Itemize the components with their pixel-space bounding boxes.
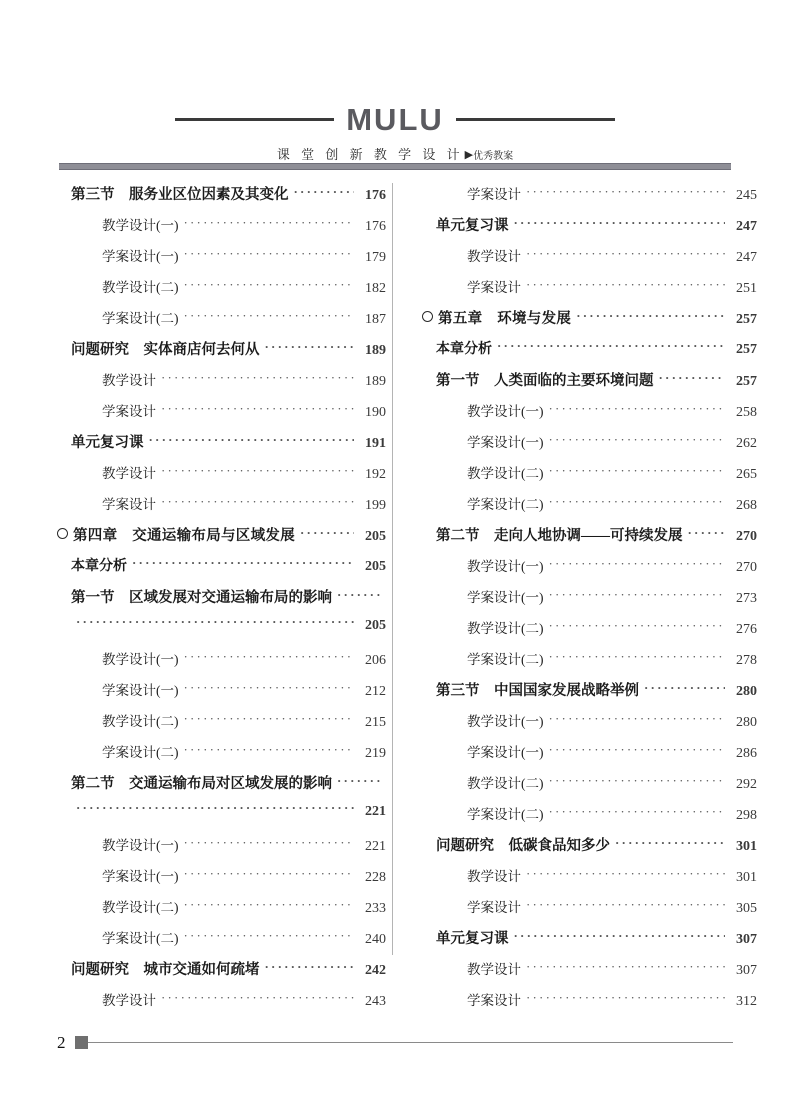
toc-entry-page-number: 301 (736, 870, 757, 885)
toc-entry[interactable] (422, 741, 757, 772)
toc-entry[interactable] (57, 803, 386, 834)
toc-entry-page-number: 257 (736, 342, 757, 357)
toc-entry-page-number: 292 (736, 777, 757, 792)
dot-leader (161, 990, 354, 1006)
dot-leader (576, 308, 725, 324)
toc-entry-label: 学案设计 (102, 404, 156, 419)
masthead (175, 104, 615, 135)
toc-entry[interactable] (57, 214, 386, 245)
toc-entry[interactable] (57, 679, 386, 710)
dot-leader (294, 184, 355, 200)
toc-entry-page-number: 270 (736, 529, 757, 544)
toc-entry-label: 单元复习课 (71, 435, 144, 451)
dot-leader (184, 308, 355, 324)
chapter-bullet-icon (422, 311, 433, 322)
toc-entry-page-number: 191 (365, 436, 386, 451)
toc-entry-page-number: 182 (365, 281, 386, 296)
toc-entry-page-number: 176 (365, 219, 386, 234)
toc-entry-label: 学案设计(一) (467, 590, 544, 605)
toc-entry-label: 教学设计(一) (102, 218, 179, 233)
dot-leader (161, 401, 354, 417)
toc-entry[interactable] (422, 617, 757, 648)
dot-leader (549, 711, 726, 727)
dot-leader (132, 555, 354, 571)
dot-leader (549, 773, 726, 789)
dot-leader (76, 800, 354, 816)
toc-entry-page-number: 228 (365, 870, 386, 885)
dot-leader (644, 680, 725, 696)
toc-entry-page-number: 212 (365, 684, 386, 699)
toc-entry[interactable] (422, 369, 757, 400)
toc-entry-label: 本章分析 (436, 342, 492, 357)
dot-leader (184, 835, 355, 851)
toc-entry[interactable] (57, 958, 386, 989)
header-divider-bar (59, 163, 731, 170)
toc-entry-page-number: 298 (736, 808, 757, 823)
dot-leader (300, 525, 354, 541)
toc-entry[interactable] (57, 896, 386, 927)
toc-entry-page-number: 273 (736, 591, 757, 606)
toc-entry-label: 教学设计 (102, 373, 156, 388)
toc-entry[interactable] (57, 431, 386, 462)
dot-leader (184, 215, 355, 231)
toc-entry-page-number: 280 (736, 684, 757, 699)
toc-entry-page-number: 189 (365, 343, 386, 358)
toc-entry[interactable] (57, 834, 386, 865)
dot-leader (549, 618, 726, 634)
toc-entry[interactable] (422, 865, 757, 896)
toc-entry-label: 教学设计(一) (102, 652, 179, 667)
toc-entry[interactable] (422, 183, 757, 214)
dot-leader (184, 246, 355, 262)
toc-entry-page-number: 262 (736, 436, 757, 451)
toc-entry[interactable] (57, 307, 386, 338)
toc-entry[interactable] (57, 338, 386, 369)
dot-leader (337, 773, 381, 789)
toc-entry-label: 第一节 人类面临的主要环境问题 (436, 373, 654, 389)
dot-leader (549, 649, 726, 665)
table-of-contents (0, 183, 790, 1009)
toc-entry[interactable] (57, 400, 386, 431)
toc-entry[interactable] (422, 555, 757, 586)
dot-leader (526, 897, 725, 913)
masthead-subtitle (0, 144, 790, 163)
toc-entry-page-number: 192 (365, 467, 386, 482)
toc-entry-page-number: 276 (736, 622, 757, 637)
toc-entry-page-number: 189 (365, 374, 386, 389)
toc-entry[interactable] (422, 927, 757, 958)
toc-entry-page-number: 307 (736, 963, 757, 978)
page-header (0, 104, 790, 163)
toc-entry-page-number: 257 (736, 312, 757, 327)
toc-entry-label: 教学设计(二) (102, 900, 179, 915)
toc-entry-page-number: 243 (365, 994, 386, 1009)
toc-entry-label: 学案设计 (102, 497, 156, 512)
toc-entry-page-number: 286 (736, 746, 757, 761)
toc-entry-label: 学案设计(二) (102, 745, 179, 760)
dot-leader (184, 649, 355, 665)
dot-leader (526, 246, 725, 262)
toc-entry-label: 学案设计(二) (467, 807, 544, 822)
toc-entry[interactable] (422, 245, 757, 276)
toc-entry-page-number: 179 (365, 250, 386, 265)
toc-entry-label: 本章分析 (71, 559, 127, 574)
toc-entry[interactable] (57, 648, 386, 679)
toc-entry-label: 问题研究 城市交通如何疏堵 (71, 962, 260, 978)
folio-page-number: 2 (57, 1033, 66, 1052)
toc-entry[interactable] (422, 772, 757, 803)
toc-column-right (422, 183, 757, 1009)
dot-leader (615, 835, 725, 851)
toc-entry[interactable] (422, 338, 757, 369)
toc-entry-page-number: 215 (365, 715, 386, 730)
dot-leader (514, 215, 726, 231)
toc-entry-label: 第四章 交通运输布局与区域发展 (73, 528, 295, 544)
toc-entry-label: 学案设计(二) (467, 497, 544, 512)
toc-entry[interactable] (57, 462, 386, 493)
toc-entry-page-number: 278 (736, 653, 757, 668)
toc-entry-page-number: 251 (736, 281, 757, 296)
toc-entry-page-number: 190 (365, 405, 386, 420)
toc-entry-label: 学案设计(一) (467, 435, 544, 450)
dot-leader (265, 959, 355, 975)
toc-entry-page-number: 247 (736, 250, 757, 265)
toc-entry[interactable] (422, 493, 757, 524)
dot-leader (497, 338, 725, 354)
dot-leader (184, 866, 355, 882)
toc-entry-page-number: 265 (736, 467, 757, 482)
page-footer (57, 1034, 733, 1051)
toc-entry-label: 第三节 服务业区位因素及其变化 (71, 187, 289, 203)
page-title: MULU (346, 102, 444, 137)
toc-entry-page-number: 233 (365, 901, 386, 916)
masthead-rule-left (175, 118, 334, 121)
toc-entry-label: 教学设计(二) (467, 466, 544, 481)
toc-entry-label: 教学设计(一) (102, 838, 179, 853)
toc-entry[interactable] (57, 710, 386, 741)
toc-entry[interactable] (57, 524, 386, 555)
toc-entry[interactable] (422, 276, 757, 307)
dot-leader (549, 804, 726, 820)
toc-entry-label: 教学设计 (102, 466, 156, 481)
dot-leader (549, 401, 726, 417)
toc-entry-label: 教学设计(二) (102, 714, 179, 729)
dot-leader (549, 742, 726, 758)
toc-entry[interactable] (422, 431, 757, 462)
toc-entry[interactable] (57, 927, 386, 958)
toc-entry-page-number: 270 (736, 560, 757, 575)
toc-entry-label: 教学设计(二) (467, 621, 544, 636)
toc-entry-page-number: 247 (736, 219, 757, 234)
toc-entry[interactable] (422, 586, 757, 617)
toc-entry[interactable] (422, 834, 757, 865)
dot-leader (161, 370, 354, 386)
toc-entry-label: 第二节 走向人地协调——可持续发展 (436, 528, 683, 544)
toc-entry-page-number: 176 (365, 188, 386, 203)
toc-entry-label: 学案设计(一) (467, 745, 544, 760)
toc-entry[interactable] (422, 462, 757, 493)
toc-entry[interactable] (422, 648, 757, 679)
toc-entry-page-number: 257 (736, 374, 757, 389)
toc-entry[interactable] (57, 741, 386, 772)
footer-square-marker (75, 1036, 88, 1049)
toc-entry-label: 教学设计(一) (467, 714, 544, 729)
triangle-icon: ▶ (464, 149, 474, 161)
toc-entry-label: 问题研究 实体商店何去何从 (71, 342, 260, 358)
toc-entry-page-number: 221 (365, 804, 386, 819)
footer-rule (88, 1042, 734, 1044)
subtitle-sub-text: 优秀教案 (473, 151, 514, 162)
toc-entry[interactable] (422, 307, 757, 338)
dot-leader (149, 432, 355, 448)
dot-leader (76, 614, 354, 630)
dot-leader (688, 525, 726, 541)
toc-entry-label: 单元复习课 (436, 218, 509, 234)
toc-entry-page-number: 205 (365, 618, 386, 633)
dot-leader (549, 494, 726, 510)
toc-entry-page-number: 305 (736, 901, 757, 916)
toc-entry-label: 学案设计(一) (102, 249, 179, 264)
toc-entry-label: 第五章 环境与发展 (438, 311, 572, 327)
toc-entry-label: 学案设计(二) (467, 652, 544, 667)
toc-entry-label: 学案设计 (467, 187, 521, 202)
toc-entry-page-number: 199 (365, 498, 386, 513)
toc-entry-label: 学案设计 (467, 280, 521, 295)
toc-entry-page-number: 307 (736, 932, 757, 947)
toc-entry-label: 教学设计 (102, 993, 156, 1008)
toc-entry[interactable] (422, 679, 757, 710)
dot-leader (265, 339, 355, 355)
toc-entry-page-number: 221 (365, 839, 386, 854)
toc-entry[interactable] (57, 183, 386, 214)
toc-entry-page-number: 242 (365, 963, 386, 978)
toc-entry-label: 学案设计 (467, 993, 521, 1008)
toc-entry-page-number: 280 (736, 715, 757, 730)
toc-entry-page-number: 206 (365, 653, 386, 668)
toc-entry[interactable] (422, 896, 757, 927)
toc-entry-label: 学案设计(一) (102, 683, 179, 698)
toc-entry-page-number: 219 (365, 746, 386, 761)
toc-entry[interactable] (422, 803, 757, 834)
chapter-bullet-icon (57, 528, 68, 539)
dot-leader (526, 959, 725, 975)
toc-entry[interactable] (422, 524, 757, 555)
toc-entry-page-number: 312 (736, 994, 757, 1009)
masthead-rule-right (456, 118, 615, 121)
toc-entry[interactable] (57, 276, 386, 307)
toc-entry-page-number: 258 (736, 405, 757, 420)
toc-entry-label: 第二节 交通运输布局对区域发展的影响 (71, 776, 332, 792)
toc-entry-label: 教学设计(一) (467, 559, 544, 574)
dot-leader (526, 866, 725, 882)
dot-leader (184, 897, 355, 913)
toc-entry-label: 第一节 区域发展对交通运输布局的影响 (71, 590, 332, 606)
dot-leader (184, 742, 355, 758)
toc-entry-label: 教学设计 (467, 869, 521, 884)
toc-entry-label: 教学设计 (467, 249, 521, 264)
toc-entry[interactable] (57, 772, 386, 803)
toc-entry-page-number: 240 (365, 932, 386, 947)
dot-leader (526, 184, 725, 200)
dot-leader (184, 680, 355, 696)
toc-entry[interactable] (422, 214, 757, 245)
dot-leader (549, 556, 726, 572)
toc-entry-page-number: 205 (365, 529, 386, 544)
toc-entry[interactable] (422, 400, 757, 431)
dot-leader (526, 277, 725, 293)
dot-leader (337, 587, 381, 603)
dot-leader (514, 928, 726, 944)
toc-entry[interactable] (57, 989, 386, 1020)
toc-entry[interactable] (422, 710, 757, 741)
dot-leader (526, 990, 725, 1006)
toc-entry-label: 教学设计 (467, 962, 521, 977)
dot-leader (549, 463, 726, 479)
toc-entry-page-number: 301 (736, 839, 757, 854)
dot-leader (161, 494, 354, 510)
toc-entry-page-number: 268 (736, 498, 757, 513)
toc-entry-page-number: 245 (736, 188, 757, 203)
dot-leader (184, 277, 355, 293)
toc-entry-label: 教学设计(一) (467, 404, 544, 419)
toc-entry[interactable] (57, 586, 386, 617)
toc-entry-page-number: 187 (365, 312, 386, 327)
toc-entry-label: 问题研究 低碳食品知多少 (436, 838, 610, 854)
toc-entry-page-number: 205 (365, 559, 386, 574)
dot-leader (549, 432, 726, 448)
toc-entry[interactable] (57, 245, 386, 276)
toc-entry-label: 教学设计(二) (467, 776, 544, 791)
dot-leader (549, 587, 726, 603)
toc-entry-label: 学案设计 (467, 900, 521, 915)
toc-entry[interactable] (57, 369, 386, 400)
toc-entry-label: 单元复习课 (436, 931, 509, 947)
dot-leader (184, 928, 355, 944)
toc-entry-label: 第三节 中国国家发展战略举例 (436, 683, 639, 699)
subtitle-main-text: 课 堂 创 新 教 学 设 计 (276, 147, 464, 162)
toc-entry[interactable] (422, 989, 757, 1020)
toc-entry[interactable] (57, 493, 386, 524)
dot-leader (659, 370, 726, 386)
toc-entry-label: 学案设计(一) (102, 869, 179, 884)
toc-entry-label: 教学设计(二) (102, 280, 179, 295)
toc-entry[interactable] (57, 555, 386, 586)
toc-entry-label: 学案设计(二) (102, 311, 179, 326)
dot-leader (184, 711, 355, 727)
toc-entry-label: 学案设计(二) (102, 931, 179, 946)
toc-entry[interactable] (57, 617, 386, 648)
dot-leader (161, 463, 354, 479)
toc-column-left (57, 183, 392, 1009)
toc-entry[interactable] (422, 958, 757, 989)
toc-entry[interactable] (57, 865, 386, 896)
